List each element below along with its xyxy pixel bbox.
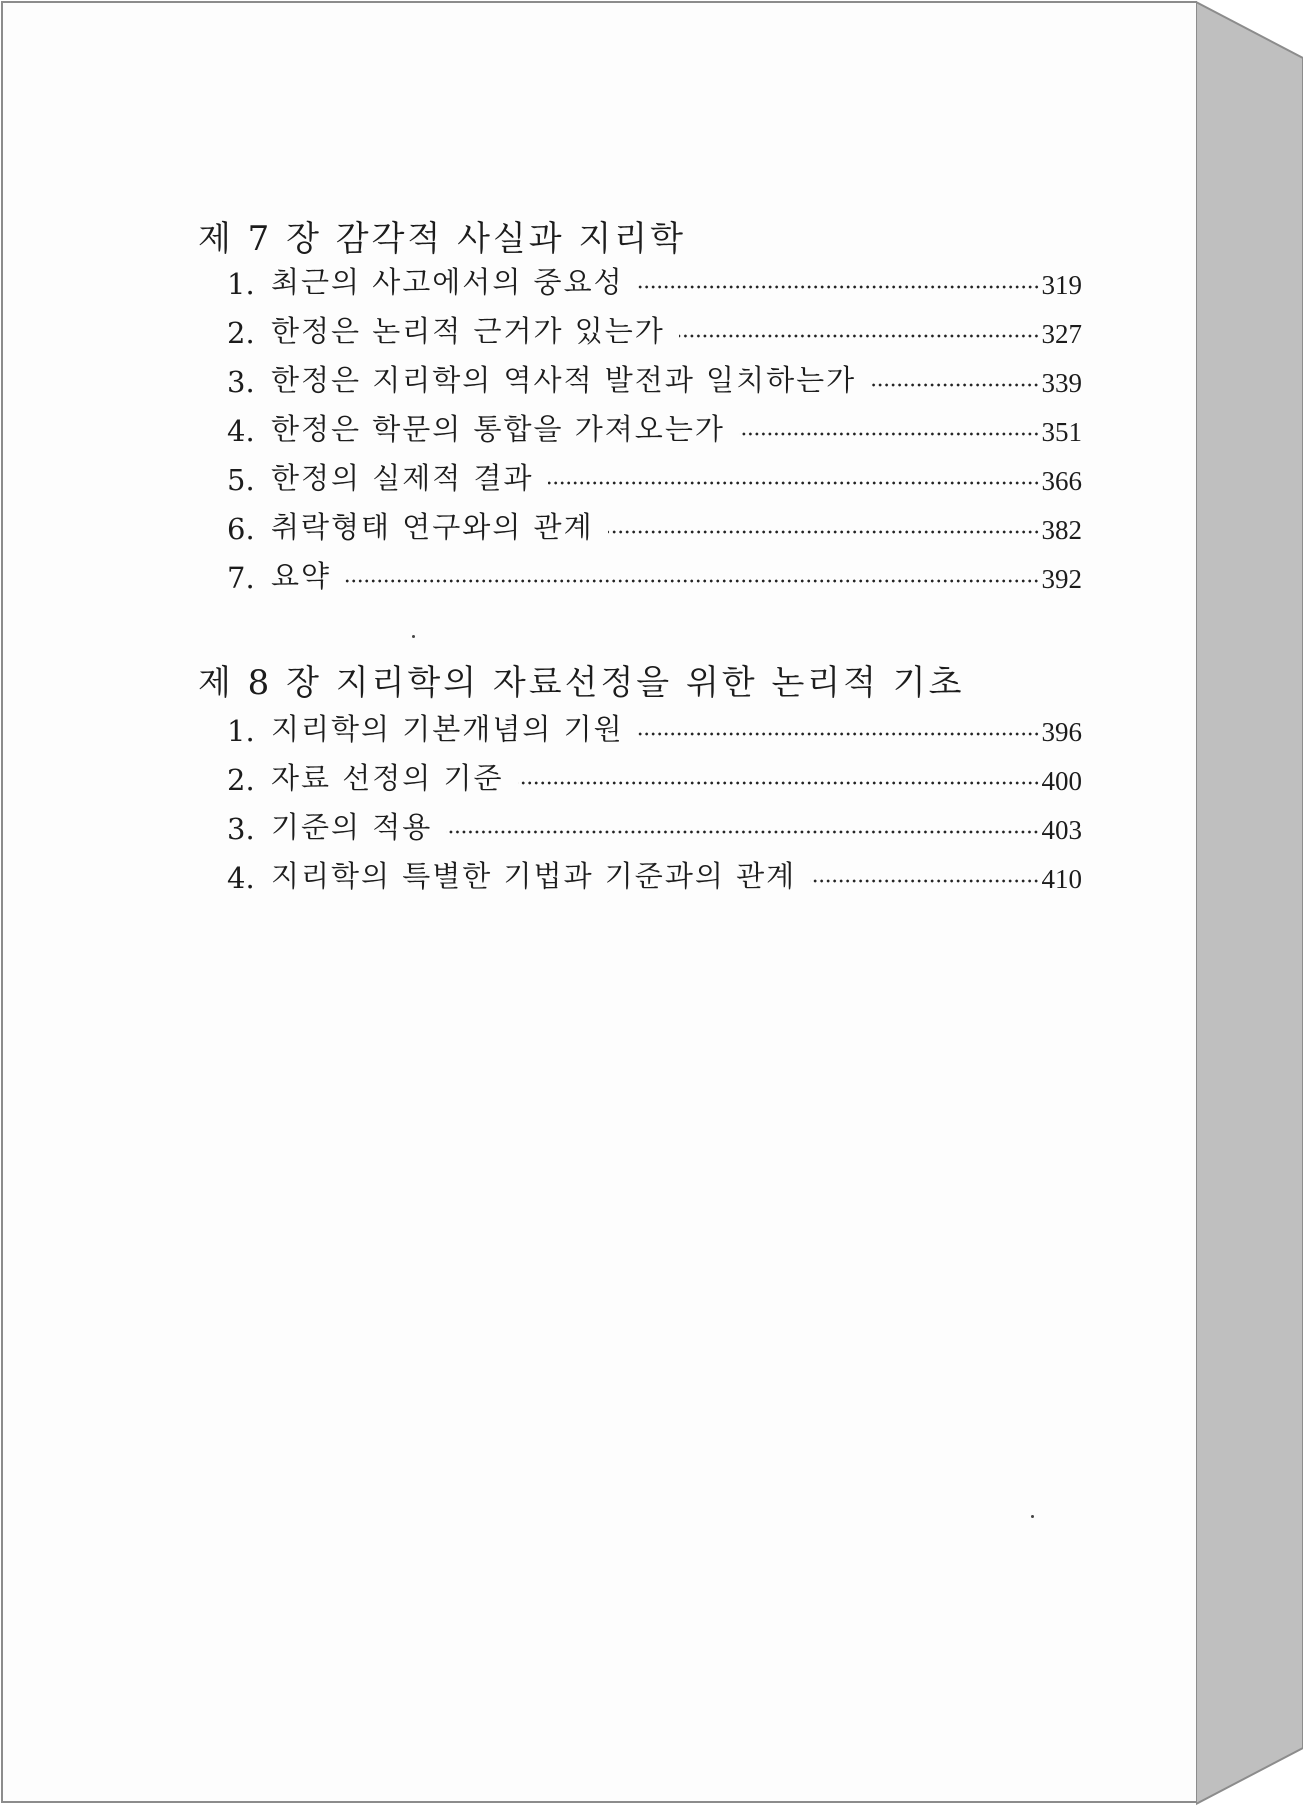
entry-number: 1. (227, 267, 255, 301)
toc-entry (227, 506, 1082, 546)
dot-leader (679, 332, 1040, 340)
chapter-8-title: 제 8 장 지리학의 자료선정을 위한 논리적 기초 (198, 663, 965, 703)
dot-leader (638, 730, 1040, 738)
entry-title: 최근의 사고에서의 중요성 (271, 265, 624, 299)
entry-number: 4. (227, 861, 255, 895)
entry-number: 4. (227, 414, 255, 448)
entry-page-number: 410 (1041, 864, 1082, 894)
book-edge (1196, 0, 1303, 1806)
table-of-contents (3, 3, 1199, 1805)
entry-number: 6. (227, 512, 255, 546)
entry-number: 1. (227, 714, 255, 748)
dot-leader (870, 381, 1039, 389)
entry-page-number: 327 (1041, 319, 1082, 349)
entry-title: 요약 (271, 559, 332, 593)
dot-leader (446, 828, 1039, 836)
dot-leader (638, 283, 1040, 291)
entry-number: 5. (227, 463, 255, 497)
entry-page-number: 400 (1041, 766, 1082, 796)
entry-number: 3. (227, 365, 255, 399)
entry-number: 7. (227, 561, 255, 595)
chapter-7-title: 제 7 장 감각적 사실과 지리학 (198, 219, 686, 259)
dot-leader (548, 479, 1040, 487)
entry-title: 자료 선정의 기준 (271, 761, 504, 795)
entry-title: 한정의 실제적 결과 (271, 461, 534, 495)
toc-entry (227, 457, 1082, 497)
entry-page-number: 366 (1041, 466, 1082, 496)
toc-entry (227, 261, 1082, 301)
book-edge-face (1196, 2, 1303, 1804)
toc-entry (227, 806, 1082, 846)
entry-number: 2. (227, 316, 255, 350)
dot-leader (518, 779, 1040, 787)
entry-page-number: 392 (1041, 564, 1082, 594)
entry-title: 지리학의 기본개념의 기원 (271, 712, 624, 746)
entry-page-number: 396 (1041, 717, 1082, 747)
entry-page-number: 382 (1041, 515, 1082, 545)
entry-page-number: 403 (1041, 815, 1082, 845)
dot-leader (739, 430, 1040, 438)
entry-title: 기준의 적용 (271, 810, 433, 844)
entry-title: 취락형태 연구와의 관계 (271, 510, 594, 544)
toc-entry (227, 855, 1082, 895)
entry-title: 한정은 지리학의 역사적 발전과 일치하는가 (271, 363, 857, 397)
toc-entry (227, 408, 1082, 448)
entry-page-number: 339 (1041, 368, 1082, 398)
dot-leader (810, 877, 1039, 885)
toc-entry (227, 359, 1082, 399)
scan-speck (412, 635, 415, 638)
scan-speck (1031, 1515, 1034, 1518)
dot-leader (345, 577, 1039, 585)
entry-title: 한정은 논리적 근거가 있는가 (271, 314, 665, 348)
entry-number: 3. (227, 812, 255, 846)
toc-entry (227, 310, 1082, 350)
page-sheet (1, 1, 1197, 1803)
entry-title: 한정은 학문의 통합을 가져오는가 (271, 412, 725, 446)
dot-leader (608, 528, 1040, 536)
entry-number: 2. (227, 763, 255, 797)
toc-entry (227, 708, 1082, 748)
entry-page-number: 351 (1041, 417, 1082, 447)
entry-page-number: 319 (1041, 270, 1082, 300)
toc-entry (227, 555, 1082, 595)
entry-title: 지리학의 특별한 기법과 기준과의 관계 (271, 859, 797, 893)
toc-entry (227, 757, 1082, 797)
